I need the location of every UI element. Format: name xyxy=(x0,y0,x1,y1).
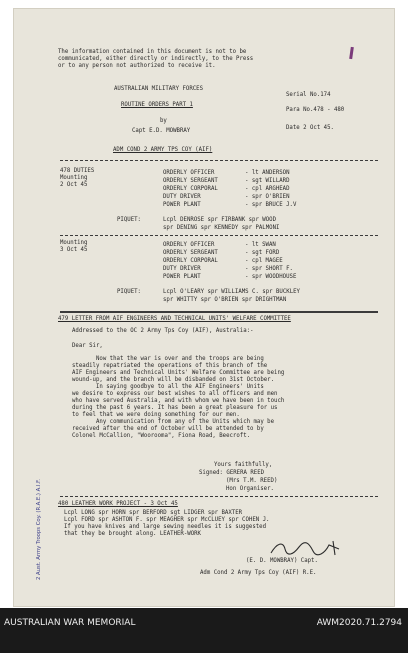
handwritten-signature xyxy=(269,539,349,557)
signature-name: (E. D. MOWBRAY) Capt. xyxy=(246,558,318,564)
letter-closing: Yours faithfully, xyxy=(214,462,273,468)
divider xyxy=(60,311,378,313)
letter-line: AIF Engineers and Technical Units' Welfare Committee are being xyxy=(72,370,285,376)
duty-role: DUTY DRIVER xyxy=(163,266,201,272)
duties-heading: Mounting xyxy=(60,240,88,246)
letter-line: In saying goodbye to all the AIF Engineers' Units xyxy=(72,384,264,390)
leatherwork-line: that they be brought along. LEATHER-WORK xyxy=(64,531,201,537)
duty-name: - cpl MAGEE xyxy=(245,258,283,264)
duty-name: - lt ANDERSON xyxy=(245,170,290,176)
letter-addressed: Addressed to the OC 2 Army Tps Coy (AIF), Australia:- xyxy=(72,328,254,334)
footer-bar xyxy=(0,608,408,653)
duty-name: - lt SWAN xyxy=(245,242,276,248)
force-title: AUSTRALIAN MILITARY FORCES xyxy=(114,86,204,92)
duty-name: - spr SHORT F. xyxy=(245,266,293,272)
duty-role: ORDERLY CORPORAL xyxy=(163,186,218,192)
signature-unit: Adm Cond 2 Army Tps Coy (AIF) R.E. xyxy=(200,570,317,576)
letter-line: we desire to express our best wishes to all officers and men xyxy=(72,391,278,397)
picquet-names: Lcpl DENROSE spr FIRBANK spr WOOD xyxy=(163,217,276,223)
leatherwork-line: Lcpl FORD spr ASHTON F. spr MEAGHER spr McCLUEY spr COHEN J. xyxy=(64,517,270,523)
picquet-names: Lcpl O'LEARY spr WILLIAMS C. spr BUCKLEY xyxy=(163,289,300,295)
picquet-names: spr DENING spr KENNEDY spr PALMONI xyxy=(163,225,280,231)
by-text: by xyxy=(160,118,167,124)
letter-line: to feel that we were doing something for our men. xyxy=(72,412,240,418)
duty-role: POWER PLANT xyxy=(163,202,201,208)
letter-closing: Hon Organiser. xyxy=(226,486,274,492)
letter-line: who have served Australia, and with whom we have been in touch xyxy=(72,398,285,404)
notice-line: or to any person not authorized to receive it. xyxy=(58,63,216,69)
para-number: Para No.478 - 480 xyxy=(286,107,345,113)
footer-accession: AWM2020.71.2794 xyxy=(316,618,402,628)
duty-role: ORDERLY OFFICER xyxy=(163,242,215,248)
letter-line: during the past 6 years. It has been a great pleasure for us xyxy=(72,405,278,411)
letter-closing: Signed: GERERA REED xyxy=(199,470,265,476)
duty-role: ORDERLY CORPORAL xyxy=(163,258,218,264)
picquet-label: PIQUET: xyxy=(117,217,141,223)
letter-heading: 479 LETTER FROM AIF ENGINEERS AND TECHNICAL UNITS' WELFARE COMMITTEE xyxy=(58,316,291,322)
duty-name: - cpl ARGHEAD xyxy=(245,186,290,192)
duty-role: ORDERLY OFFICER xyxy=(163,170,215,176)
divider xyxy=(60,496,378,497)
leatherwork-line: Lcpl LONG spr HORN spr BERFORD sgt LIDGER spr BAXTER xyxy=(64,510,243,516)
divider xyxy=(60,235,378,236)
letter-line: wound-up, and the branch will be disbanded on 31st October. xyxy=(72,377,275,383)
side-stamp: 2 Aust. Army Troops Coy. (R.A.E.) A.I.F. xyxy=(36,479,42,580)
letter-salutation: Dear Sir, xyxy=(72,343,103,349)
letter-line: Now that the war is over and the troops are being xyxy=(72,356,264,362)
duty-role: POWER PLANT xyxy=(163,274,201,280)
duty-name: - spr BRUCE J.V xyxy=(245,202,297,208)
picquet-names: spr WHITTY spr O'BRIEN spr DRIGHTMAN xyxy=(163,297,287,303)
duty-role: DUTY DRIVER xyxy=(163,194,201,200)
footer-source: AUSTRALIAN WAR MEMORIAL xyxy=(4,618,136,628)
duties-heading: 3 Oct 45 xyxy=(60,247,88,253)
leatherwork-line: If you have knives and large sewing needles it is suggested xyxy=(64,524,267,530)
letter-line: Colonel McCallion, "Woorooma", Fiona Road, Beecroft. xyxy=(72,433,251,439)
duty-name: - spr WOODHOUSE xyxy=(245,274,297,280)
leatherwork-heading: 480 LEATHER WORK PROJECT - 3 Oct 45 xyxy=(58,501,178,507)
letter-closing: (Mrs T.M. REED) xyxy=(226,478,278,484)
order-date: Date 2 Oct 45. xyxy=(286,125,334,131)
notice-line: The information contained in this document is not to be xyxy=(58,49,247,55)
author: Capt E.D. MOWBRAY xyxy=(132,128,191,134)
duty-role: ORDERLY SERGEANT xyxy=(163,178,218,184)
pen-mark xyxy=(349,47,354,59)
orders-title: ROUTINE ORDERS PART 1 xyxy=(121,102,193,108)
notice-line: communicated, either directly or indirectly, to the Press xyxy=(58,56,254,62)
duty-name: - sgt FORD xyxy=(245,250,280,256)
duty-name: - spr O'BRIEN xyxy=(245,194,290,200)
duties-heading: 478 DUTIES xyxy=(60,168,95,174)
letter-line: steadily repatriated the operations of this branch of the xyxy=(72,363,268,369)
picquet-label: PIQUET: xyxy=(117,289,141,295)
serial-number: Serial No.174 xyxy=(286,92,331,98)
duty-role: ORDERLY SERGEANT xyxy=(163,250,218,256)
duties-heading: 2 Oct 45 xyxy=(60,182,88,188)
unit-title: ADM COND 2 ARMY TPS COY (AIF) xyxy=(113,147,213,153)
duty-name: - sgt WILLARD xyxy=(245,178,290,184)
letter-line: Any communication from any of the Units which may be xyxy=(72,419,275,425)
duties-heading: Mounting xyxy=(60,175,88,181)
letter-line: received after the end of October will be attended to by xyxy=(72,426,264,432)
divider xyxy=(60,160,378,161)
